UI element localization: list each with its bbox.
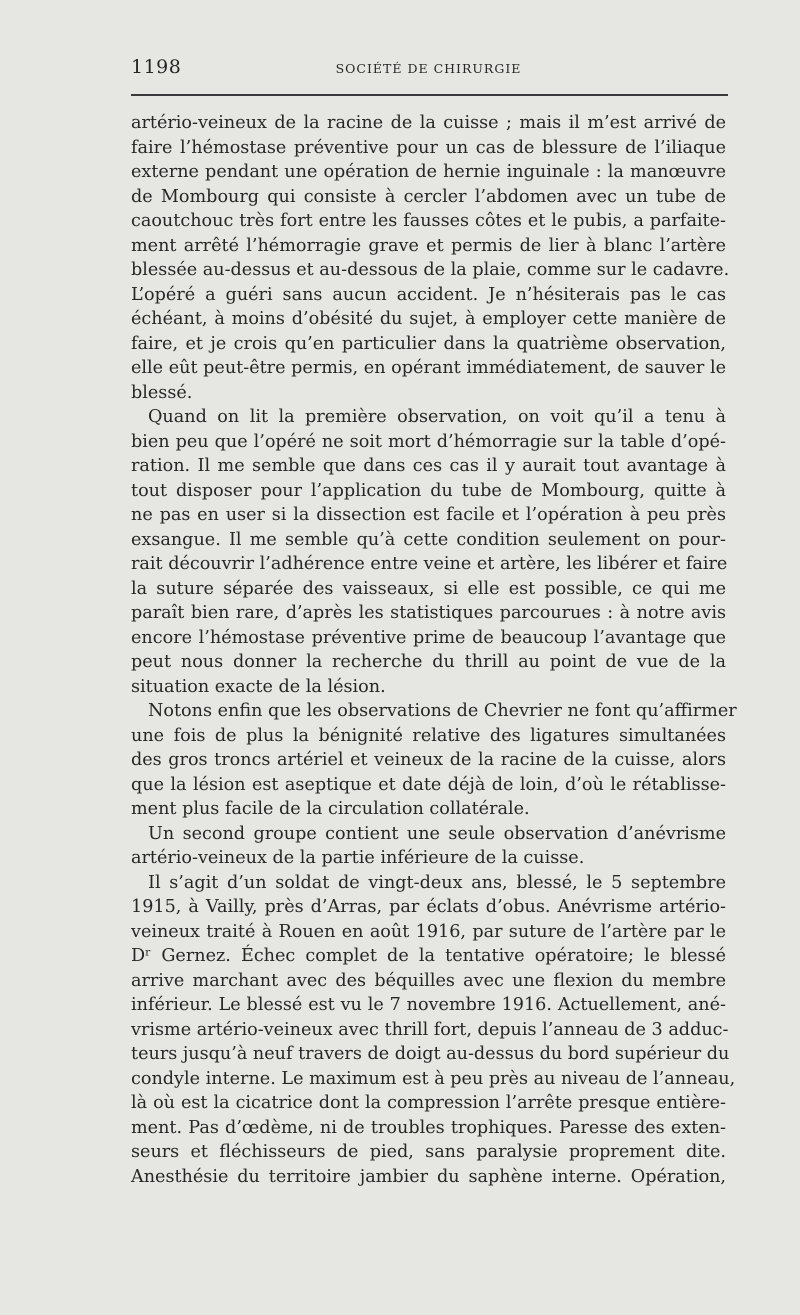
text-line: paraît bien rare, d’après les statistiques parcourues : à notre avis bbox=[131, 603, 726, 623]
text-line: ment plus facile de la circulation collatérale. bbox=[131, 799, 530, 819]
text-line: ne pas en user si la dissection est facile et l’opération à peu près bbox=[131, 505, 726, 525]
text-line: L’opéré a guéri sans aucun accident. Je n’hésiterais pas le cas bbox=[131, 284, 726, 305]
text-line: la suture séparée des vaisseaux, si elle est possible, ce qui me bbox=[131, 578, 726, 599]
text-line: Quand on lit la première observation, on voit qu’il a tenu à bbox=[148, 407, 726, 427]
page-number: 1198 bbox=[131, 56, 182, 78]
body-text bbox=[131, 111, 737, 1189]
text-line: bien peu que l’opéré ne soit mort d’hémorragie sur la table d’opé- bbox=[131, 431, 726, 452]
text-line: vrisme artério-veineux avec thrill fort, depuis l’anneau de 3 adduc- bbox=[131, 1019, 729, 1040]
text-line: artério-veineux de la racine de la cuisse ; mais il m’est arrivé de bbox=[131, 113, 726, 133]
text-line: blessée au-dessus et au-dessous de la plaie, comme sur le cadavre. bbox=[131, 260, 730, 280]
text-line: de Mombourg qui consiste à cercler l’abdomen avec un tube de bbox=[131, 186, 726, 207]
text-line: ration. Il me semble que dans ces cas il y aurait tout avantage à bbox=[131, 456, 726, 476]
text-line: arrive marchant avec des béquilles avec une flexion du membre bbox=[131, 970, 726, 991]
text-line: faire, et je crois qu’en particulier dans la quatrième observation, bbox=[131, 333, 726, 354]
page-header bbox=[131, 52, 726, 82]
text-line: tout disposer pour l’application du tube de Mombourg, quitte à bbox=[131, 480, 726, 501]
text-line: 1915, à Vailly, près d’Arras, par éclats d’obus. Anévrisme artério- bbox=[131, 897, 726, 917]
text-line: exsangue. Il me semble qu’à cette condition seulement on pour- bbox=[131, 529, 726, 550]
text-line: blessé. bbox=[131, 382, 193, 403]
text-line: condyle interne. Le maximum est à peu près au niveau de l’anneau, bbox=[131, 1068, 736, 1089]
text-line: là où est la cicatrice dont la compression l’arrête presque entière- bbox=[131, 1093, 726, 1113]
text-line: rait découvrir l’adhérence entre veine et artère, les libérer et faire bbox=[131, 554, 728, 574]
text-line: peut nous donner la recherche du thrill au point de vue de la bbox=[131, 652, 726, 672]
text-line: Un second groupe contient une seule observation d’anévrisme bbox=[148, 823, 726, 844]
text-line: ment. Pas d’œdème, ni de troubles trophiques. Paresse des exten- bbox=[131, 1117, 726, 1138]
text-line: seurs et fléchisseurs de pied, sans paralysie proprement dite. bbox=[131, 1142, 726, 1162]
running-title: SOCIÉTÉ DE CHIRURGIE bbox=[335, 61, 522, 76]
text-line: Notons enfin que les observations de Chevrier ne font qu’affirmer bbox=[148, 701, 737, 721]
text-line: ment arrêté l’hémorragie grave et permis de lier à blanc l’artère bbox=[131, 235, 726, 256]
text-line: que la lésion est aseptique et date déjà de loin, d’où le rétablisse- bbox=[131, 774, 726, 795]
text-line: veineux traité à Rouen en août 1916, par suture de l’artère par le bbox=[131, 921, 726, 942]
text-line: externe pendant une opération de hernie inguinale : la manœuvre bbox=[131, 162, 726, 182]
text-line: teurs jusqu’à neuf travers de doigt au-dessus du bord supérieur du bbox=[131, 1044, 730, 1064]
text-line: Dʳ Gernez. Échec complet de la tentative opératoire; le blessé bbox=[131, 946, 726, 966]
text-line: caoutchouc très fort entre les fausses côtes et le pubis, a parfaite- bbox=[131, 211, 726, 231]
text-line: des gros troncs artériel et veineux de la racine de la cuisse, alors bbox=[131, 750, 726, 770]
text-line: Anesthésie du territoire jambier du saphène interne. Opération, bbox=[131, 1166, 726, 1187]
text-line: une fois de plus la bénignité relative des ligatures simultanées bbox=[131, 725, 726, 746]
header-rule bbox=[131, 94, 728, 96]
text-line: artério-veineux de la partie inférieure de la cuisse. bbox=[131, 848, 585, 868]
text-line: faire l’hémostase préventive pour un cas de blessure de l’iliaque bbox=[131, 137, 726, 158]
text-line: situation exacte de la lésion. bbox=[131, 676, 386, 697]
text-line: échéant, à moins d’obésité du sujet, à employer cette manière de bbox=[131, 309, 726, 329]
text-line: inférieur. Le blessé est vu le 7 novembre 1916. Actuellement, ané- bbox=[131, 995, 726, 1015]
text-line: elle eût peut-être permis, en opérant immédiatement, de sauver le bbox=[131, 358, 726, 378]
text-line: encore l’hémostase préventive prime de beaucoup l’avantage que bbox=[131, 627, 726, 648]
text-line: Il s’agit d’un soldat de vingt-deux ans, blessé, le 5 septembre bbox=[148, 872, 726, 893]
